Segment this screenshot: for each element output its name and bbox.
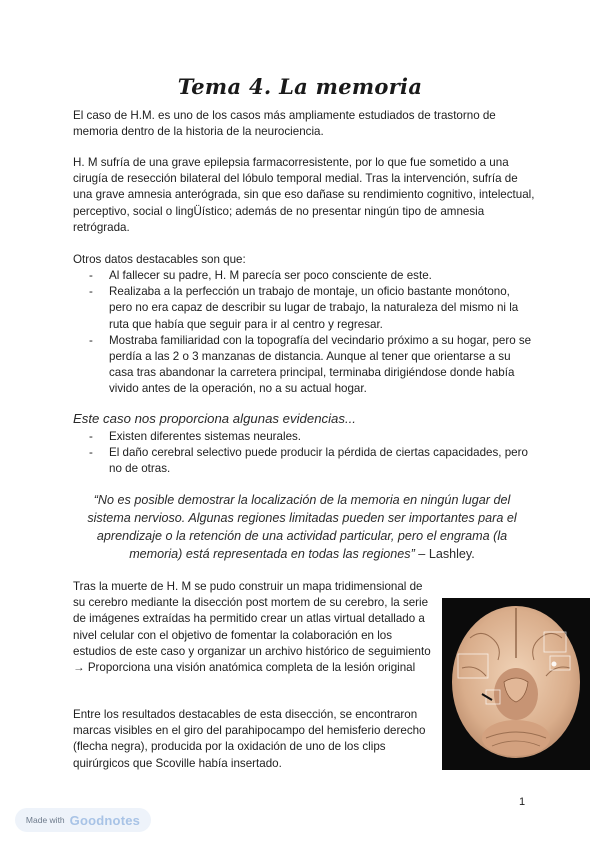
list-item: - Al fallecer su padre, H. M parecía ser poco consciente de este. xyxy=(89,269,432,282)
page-title: Tema 4. La memoria xyxy=(177,74,423,99)
intro-paragraph: El caso de H.M. es uno de los casos más ampliamente estudiados de trastorno de memoria dentro de la historia de la neurociencia. xyxy=(73,109,496,139)
list-item: - Mostraba familiaridad con la topografía del vecindario próximo a su hogar, pero se perdía a las 2 o 3 manzanas de distancia. Aunque al tener que orientarse a su casa tras abandonar la carretera principal, terminaba dirigiéndose donde había vivido antes de la operación, no a su actual hogar. xyxy=(89,333,532,396)
evidence-list xyxy=(73,429,533,478)
goodnotes-badge[interactable] xyxy=(15,808,151,832)
evidence-heading: Este caso nos proporciona algunas evidencias... xyxy=(73,411,356,426)
results-paragraph: Entre los resultados destacables de esta disección, se encontraron marcas visibles en el giro del parahipocampo del hemisferio derecho (flecha negra), producida por la oxidación de uno de los clips quirúrgicos que Scoville había insertado. xyxy=(73,708,426,770)
badge-brand: Goodnotes xyxy=(69,812,141,828)
quote-text: “No es posible demostrar la localización de la memoria en ningún lugar del sistema nervioso. Algunas regiones limitadas pueden ser importantes para el aprendizaje o la retención de una actividad particular, pero el engrama (la memoria) está representada en todas las regiones” xyxy=(87,493,517,561)
page-number: 1 xyxy=(519,796,526,808)
otros-datos-label: Otros datos destacables son que: xyxy=(73,253,246,266)
otros-datos-list xyxy=(73,268,533,398)
hm-paragraph: H. M sufría de una grave epilepsia farmacorresistente, por lo que fue sometido a una cirugía de resección bilateral del lóbulo temporal medial. Tras la intervención, sufría de una grave amnesia anterógrada, sin que eso dañase su rendimiento cognitivo, intelectual, perceptivo, social o lingÜístico; además de no presentar ningún tipo de amnesia retrógrada. xyxy=(73,156,535,234)
list-item: - El daño cerebral selectivo puede producir la pérdida de ciertas capacidades, pero no de otras. xyxy=(89,446,528,476)
quote-attribution: – Lashley. xyxy=(414,547,475,561)
list-item: - Realizaba a la perfección un trabajo de montaje, un oficio bastante monótono, pero no era capaz de describir su lugar de trabajo, la naturaleza del mismo ni la ruta que había que seguir para ir al centro y regresar. xyxy=(89,285,519,331)
badge-prefix: Made with xyxy=(25,815,65,825)
brain-photo xyxy=(442,598,590,770)
list-item: - Existen diferentes sistemas neurales. xyxy=(89,430,302,443)
dissection-paragraph: Tras la muerte de H. M se pudo construir un mapa tridimensional de su cerebro mediante la disección post mortem de su cerebro, la serie de imágenes extraídas ha permitido crear un atlas virtual detallado a nivel celular con el objetivo de fomentar la colaboración en los estudios de este caso y organizar un archivo histórico de seguimiento → Proporciona una visión anatómica completa de la lesión original xyxy=(73,580,431,675)
lashley-quote xyxy=(72,491,532,563)
brain-illustration xyxy=(442,598,590,770)
